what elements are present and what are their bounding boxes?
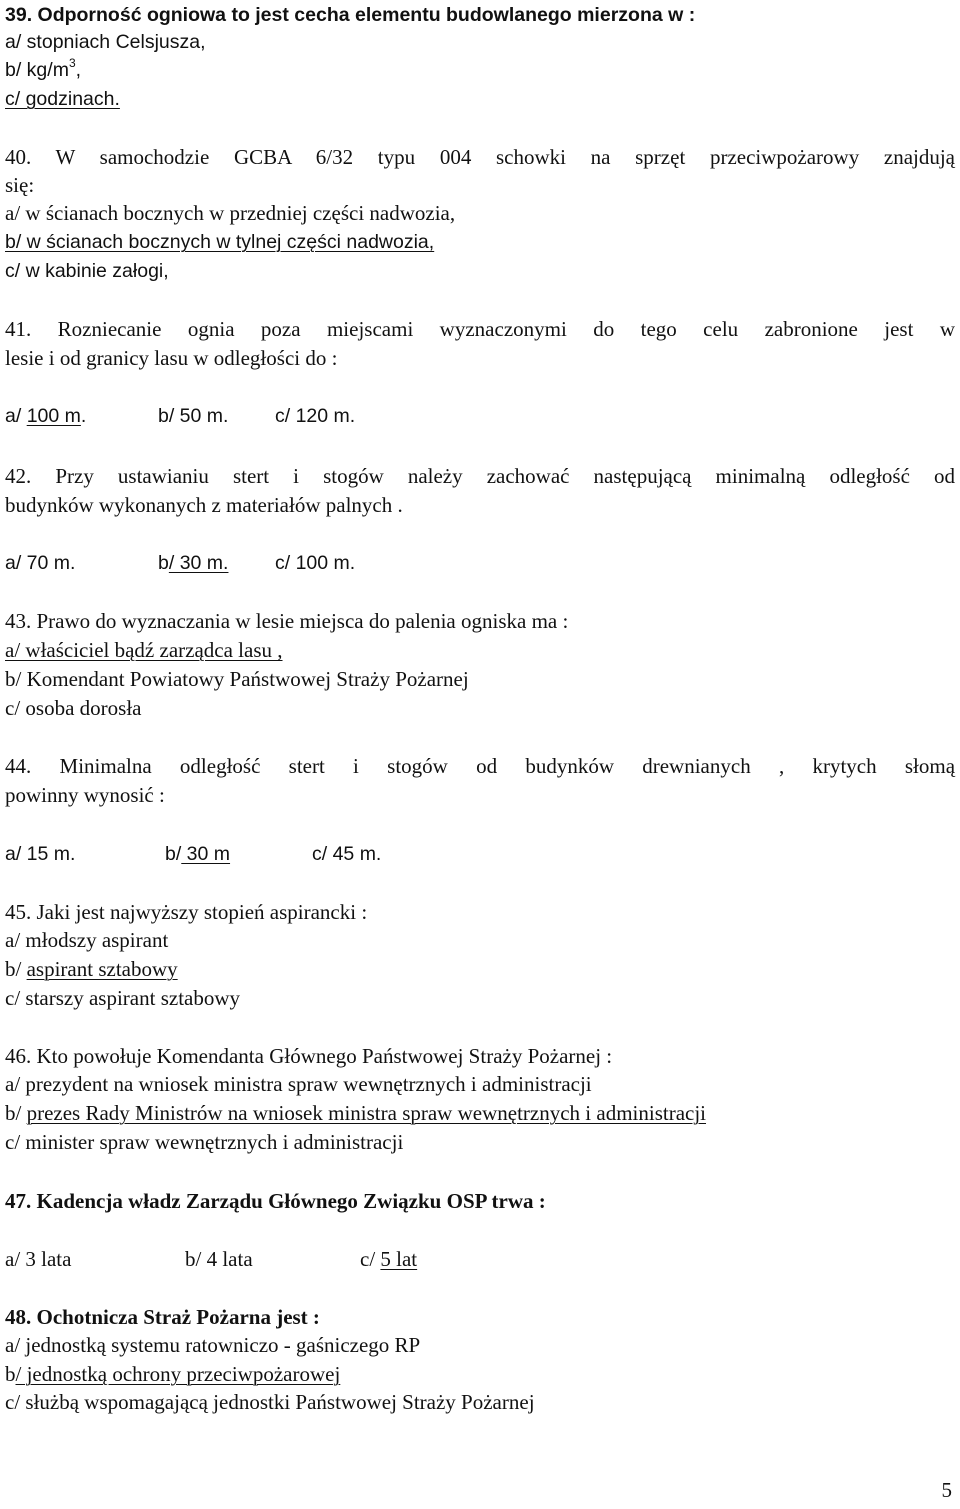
question-text: Minimalna odległość stert i stogów od budynków drewnianych , krytych słomą [59,754,956,778]
question-number: 48. [5,1305,32,1329]
question-39-title [5,2,955,28]
answer-b-correct: b/ 30 m. [158,552,229,574]
question-text: Kto powołuje Komendanta Głównego Państwowej Straży Pożarnej : [36,1044,613,1068]
question-number: 44. [5,754,32,778]
question-40-title [5,144,955,170]
answer-b: b/ 4 lata [185,1247,253,1271]
answer-a: a/ jednostką systemu ratowniczo - gaśniczego RP [5,1333,421,1357]
question-number: 43. [5,609,32,633]
answer-c-correct: c/ godzinach. [5,88,120,110]
answer-c: c/ minister spraw wewnętrznych i administracji [5,1130,404,1154]
question-text: Jaki jest najwyższy stopień aspirancki : [36,900,368,924]
answer-a: a/ prezydent na wniosek ministra spraw wewnętrznych i administracji [5,1072,592,1096]
answer-b-correct: b/ w ścianach bocznych w tylnej części nadwozia, [5,231,435,253]
question-48-title [5,1304,955,1330]
question-number: 41. [5,317,32,341]
answer-a: a/ 3 lata [5,1247,72,1271]
question-text: Odporność ogniowa to jest cecha elementu budowlanego mierzona w : [37,4,696,26]
answer-a: a/ 15 m. [5,843,76,865]
question-41-title-cont: lesie i od granicy lasu w odległości do : [5,346,338,370]
question-text: W samochodzie GCBA 6/32 typu 004 schowki na sprzęt przeciwpożarowy znajdują [55,145,956,169]
question-text: Ochotnicza Straż Pożarna jest : [36,1305,320,1329]
question-number: 40. [5,145,32,169]
question-41-title [5,316,955,342]
question-text: Prawo do wyznaczania w lesie miejsca do palenia ogniska ma : [36,609,569,633]
question-46-title [5,1043,955,1069]
answer-c-correct: c/ 5 lat [360,1247,418,1271]
page-number: 5 [941,1478,952,1502]
answer-a-correct: a/ 100 m. [5,405,87,427]
question-42-title-cont: budynków wykonanych z materiałów palnych . [5,493,403,517]
question-number: 42. [5,464,32,488]
answer-b-correct: b/ aspirant sztabowy [5,957,178,981]
answer-b-correct: b/ jednostką ochrony przeciwpożarowej [5,1362,341,1386]
question-number: 39. [5,4,33,26]
answer-b: b/ 50 m. [158,405,229,427]
answer-c: c/ osoba dorosła [5,696,142,720]
question-40-title-cont: się: [5,173,35,197]
answer-b-correct: b/ prezes Rady Ministrów na wniosek ministra spraw wewnętrznych i administracji [5,1101,707,1125]
answer-b-correct: b/ 30 m [165,843,231,865]
question-number: 46. [5,1044,32,1068]
answer-c: c/ starszy aspirant sztabowy [5,986,241,1010]
question-text: Rozniecanie ognia poza miejscami wyznaczonymi do tego celu zabronione jest w [57,317,955,341]
answer-b: b/ $kg/m^3$, [5,55,82,81]
answer-a: a/ młodszy aspirant [5,928,169,952]
question-text: Przy ustawianiu stert i stogów należy zachować następującą minimalną odległość od [55,464,955,488]
answer-c: c/ 100 m. [275,552,356,574]
question-45-title [5,899,955,925]
answer-b: b/ Komendant Powiatowy Państwowej Straży Pożarnej [5,667,469,691]
question-43-title [5,608,955,634]
superscript: 3 [68,55,76,70]
question-42-title [5,463,955,489]
question-44-title-cont: powinny wynosić : [5,783,165,807]
answer-c: c/ 120 m. [275,405,356,427]
question-number: 45. [5,900,32,924]
answer-a-correct: a/ właściciel bądź zarządca lasu , [5,638,283,662]
question-text: Kadencja władz Zarządu Głównego Związku OSP trwa : [36,1189,546,1213]
question-44-title [5,753,955,779]
answer-a: a/ w ścianach bocznych w przedniej części nadwozia, [5,201,456,225]
answer-c: c/ służbą wspomagającą jednostki Państwowej Straży Pożarnej [5,1390,535,1414]
question-47-title [5,1188,955,1214]
answer-c: c/ w kabinie załogi, [5,260,169,282]
answer-a: a/ stopniach Celsjusza, [5,31,206,53]
answer-a: a/ 70 m. [5,552,76,574]
question-number: 47. [5,1189,32,1213]
answer-c: c/ 45 m. [312,843,382,865]
